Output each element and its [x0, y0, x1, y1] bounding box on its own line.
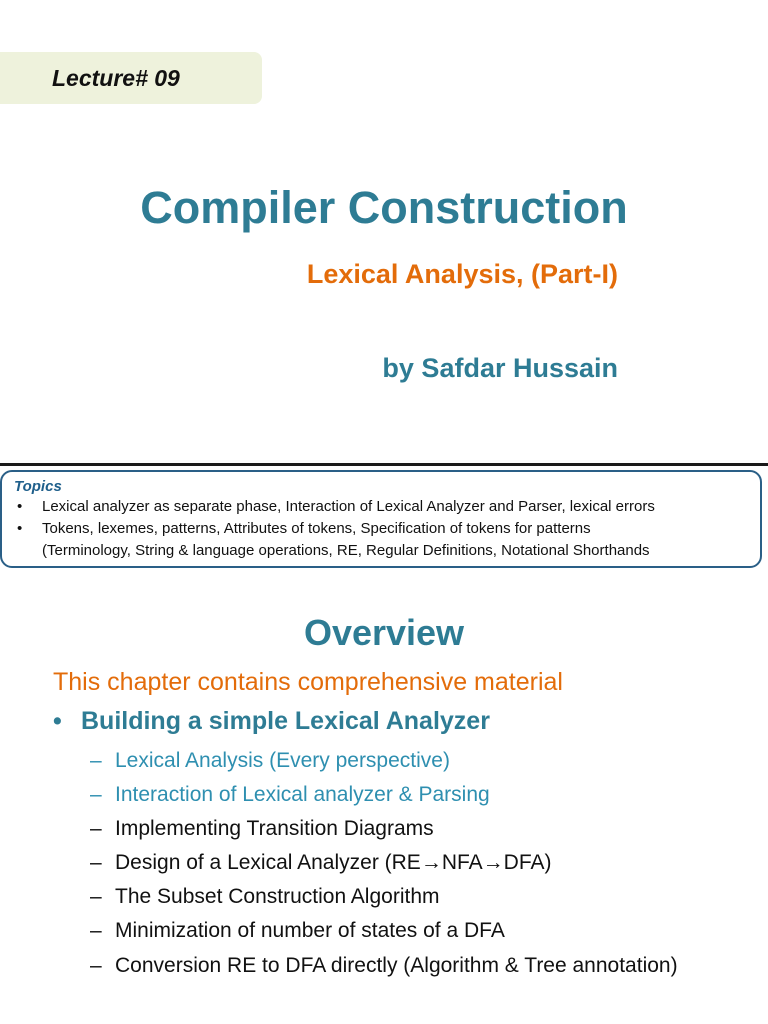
dash-icon: –: [90, 817, 102, 840]
course-title: Compiler Construction: [140, 182, 628, 233]
lecture-label-box: [0, 52, 262, 104]
sub-list-item: [90, 846, 716, 880]
topic-item-continuation: (Terminology, String & language operations, RE, Regular Definitions, Notational Shorthands: [42, 542, 650, 559]
author-line: by Safdar Hussain: [382, 353, 618, 383]
topic-item-text: Tokens, lexemes, patterns, Attributes of tokens, Specification of tokens for patterns: [42, 520, 591, 537]
sub-list-item-text: Lexical Analysis (Every perspective): [115, 749, 450, 772]
dash-icon: –: [90, 783, 102, 806]
sub-list-item: [90, 744, 716, 778]
sub-list-item: [90, 880, 716, 914]
bullet-icon: •: [17, 520, 23, 537]
sub-list-item: [90, 951, 716, 980]
main-bullet: [53, 707, 490, 736]
sub-list-item: [90, 812, 716, 846]
dash-icon: –: [90, 954, 102, 977]
overview-sub-list: [90, 744, 716, 980]
topic-item: [14, 518, 752, 562]
sub-list-item-text: Interaction of Lexical analyzer & Parsing: [115, 783, 490, 806]
topics-box: [0, 470, 762, 568]
bullet-icon: •: [17, 498, 23, 515]
main-bullet-text: Building a simple Lexical Analyzer: [81, 707, 490, 735]
sub-list-item-text: Implementing Transition Diagrams: [115, 817, 434, 840]
sub-list-item-text: Conversion RE to DFA directly (Algorithm & Tree annotation): [115, 954, 678, 977]
topics-list: [14, 496, 752, 562]
bullet-icon: •: [53, 707, 62, 735]
sub-list-item-text: Minimization of number of states of a DFA: [115, 919, 505, 942]
dash-icon: –: [90, 885, 102, 908]
lecture-label: Lecture# 09: [52, 65, 180, 91]
sub-list-item-text: The Subset Construction Algorithm: [115, 885, 440, 908]
sub-list-item: [90, 914, 716, 948]
overview-intro: This chapter contains comprehensive material: [53, 668, 563, 696]
sub-list-item: [90, 778, 716, 812]
topics-heading: Topics: [14, 478, 62, 495]
topic-item: [14, 496, 752, 518]
lecture-subtitle: Lexical Analysis, (Part-I): [306, 259, 618, 289]
sub-list-item-text: Design of a Lexical Analyzer (RE→NFA→DFA): [115, 851, 552, 874]
dash-icon: –: [90, 851, 102, 874]
topic-item-text: Lexical analyzer as separate phase, Interaction of Lexical Analyzer and Parser, lexical errors: [42, 498, 655, 515]
overview-title: Overview: [303, 612, 465, 653]
title-slide: [0, 0, 768, 466]
dash-icon: –: [90, 749, 102, 772]
dash-icon: –: [90, 919, 102, 942]
